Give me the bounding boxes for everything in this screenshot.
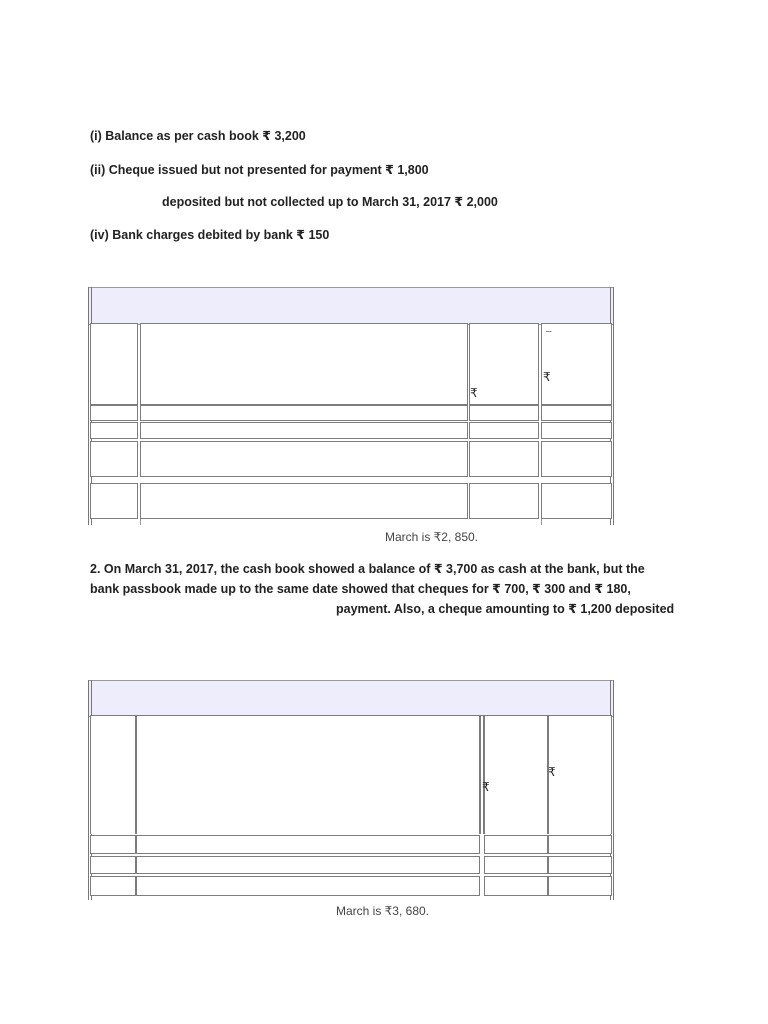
dash-mark: – (546, 326, 552, 337)
statement-line-2: (ii) Cheque issued but not presented for payment ₹ 1,800 (90, 163, 429, 177)
rupee-symbol-1: ₹ (482, 780, 490, 794)
table-row-2-particulars (136, 856, 480, 874)
table-row-1-amt2 (548, 835, 612, 854)
rupee-symbol-1: ₹ (470, 386, 478, 400)
table-row-2-particulars (140, 422, 468, 439)
table-row-3-date (90, 876, 136, 896)
amount-header-cell-1 (469, 323, 539, 405)
table-header-band (88, 287, 614, 325)
table-row-4-amt2 (541, 483, 612, 519)
table-row-2-date (90, 856, 136, 874)
amount-header-cell-2 (548, 715, 612, 834)
table-row-1-particulars (136, 835, 480, 854)
table-row-3-amt1 (484, 876, 548, 896)
table-row-4-amt1 (469, 483, 539, 519)
table-row-1-amt1 (469, 405, 539, 421)
table-row-1-amt2 (541, 405, 612, 421)
reconciliation-table-1 (88, 287, 614, 525)
table-row-3-particulars (136, 876, 480, 896)
table-row-1-date (90, 835, 136, 854)
table-row-3-date (90, 441, 138, 477)
problem-2-line-2: bank passbook made up to the same date showed that cheques for ₹ 700, ₹ 300 and ₹ 180, (90, 582, 631, 596)
table-row-3-particulars (140, 441, 468, 477)
amount-header-cell-1 (484, 715, 548, 834)
table-row-3-amt1 (469, 441, 539, 477)
particulars-header-cell (140, 323, 468, 405)
table-row-2-amt1 (484, 856, 548, 874)
table-row-1-particulars (140, 405, 468, 421)
table-1-caption: March is ₹2, 850. (385, 530, 479, 544)
table-2-caption: March is ₹3, 680. (336, 904, 430, 918)
problem-2-line-3: payment. Also, a cheque amounting to ₹ 1,200 deposited (336, 602, 675, 616)
date-header-cell (90, 323, 138, 405)
particulars-header-cell (136, 715, 480, 834)
table-row-2-amt1 (469, 422, 539, 439)
statement-line-4: (iv) Bank charges debited by bank ₹ 150 (90, 228, 330, 242)
table-row-1-amt1 (484, 835, 548, 854)
table-row-4-date (90, 483, 138, 519)
rupee-symbol-2: ₹ (548, 765, 556, 779)
table-row-3-amt2 (548, 876, 612, 896)
date-header-cell (90, 715, 136, 834)
statement-line-3: deposited but not collected up to March 31, 2017 ₹ 2,000 (162, 195, 498, 209)
rupee-symbol-2: ₹ (543, 370, 551, 384)
table-row-2-amt2 (548, 856, 612, 874)
table-row-1-date (90, 405, 138, 421)
table-row-3-amt2 (541, 441, 612, 477)
table-row-2-amt2 (541, 422, 612, 439)
problem-2-line-1: 2. On March 31, 2017, the cash book showed a balance of ₹ 3,700 as cash at the bank, but the (90, 562, 645, 576)
table-row-4-particulars (140, 483, 468, 519)
statement-line-1: (i) Balance as per cash book ₹ 3,200 (90, 129, 306, 143)
table-header-band (88, 680, 614, 717)
reconciliation-table-2 (88, 680, 614, 900)
table-row-2-date (90, 422, 138, 439)
